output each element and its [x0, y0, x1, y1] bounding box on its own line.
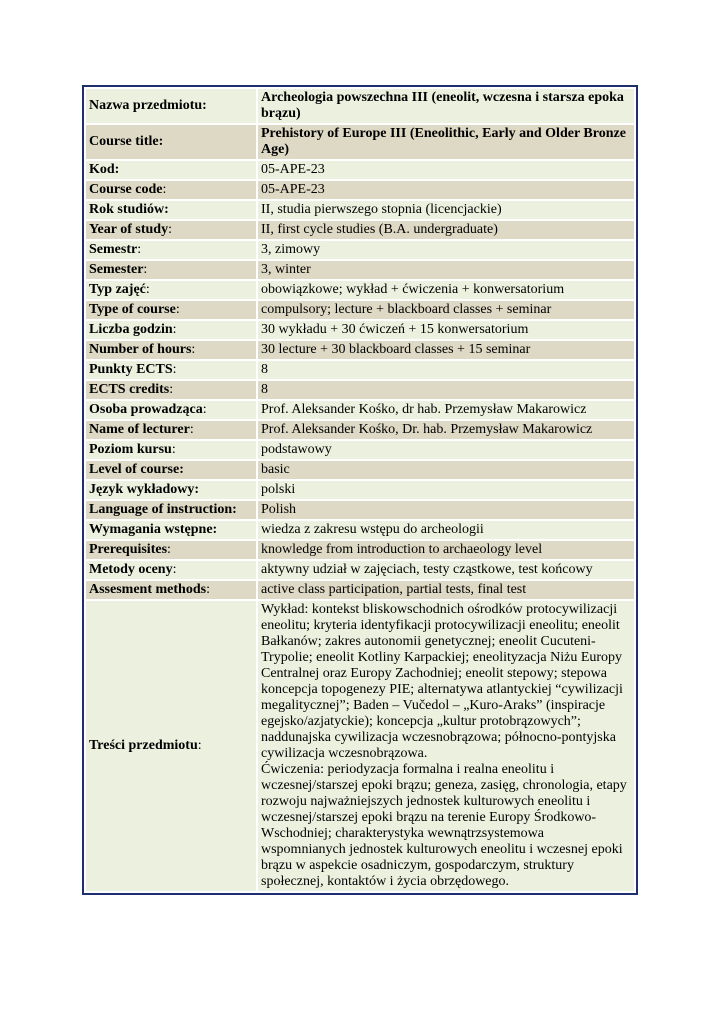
- row-label-text: ECTS credits: [89, 382, 170, 397]
- row-value: 05-APE-23: [258, 181, 634, 199]
- tresc-wyklad: Wykład: kontekst bliskowschodnich ośrodków protocywilizacji eneolitu; kryteria identyfikacji protocywilizacji eneolitu; eneolit Bałkanów; zakres autonomii genetycznej; eneolit Cucuteni-Trypolie; eneolit Kotliny Karpackiej; eneolityzacja Niżu Europy Centralnej oraz Europy Zachodniej; eneolit stepowy; stepowa koncepcja topogenezy PIE; alternatywa atlantyckiej “cywilizacji megalitycznej”; Baden – Vučedol – „Kuro-Araks” (inspiracje egejsko/azjatyckie); koncepcja „kultur protobrązowych”; naddunajska cywilizacja wczesnobrązowa; północno-pontyjska cywilizacja wczesnobrązowa.: [261, 602, 623, 761]
- row-label-suffix: :: [172, 562, 177, 577]
- row-label-text: Metody oceny: [89, 562, 173, 577]
- row-label: [86, 241, 256, 259]
- row-label-text: Kod:: [89, 162, 120, 177]
- tresc-value: [258, 601, 634, 891]
- row-label-suffix: :: [143, 262, 148, 277]
- row-label-text: Wymagania wstępne:: [89, 522, 218, 537]
- row-label-text: Typ zajęć: [89, 282, 146, 297]
- row-label: [86, 381, 256, 399]
- row-label-text: Prerequisites: [89, 542, 168, 557]
- table-row: [86, 301, 634, 319]
- tresc-label-suffix: :: [197, 738, 202, 753]
- table-row: [86, 401, 634, 419]
- table-row: [86, 541, 634, 559]
- row-label: [86, 161, 256, 179]
- row-label-suffix: :: [206, 582, 210, 597]
- row-value: compulsory; lecture + blackboard classes + seminar: [258, 301, 634, 319]
- table-row: [86, 125, 634, 159]
- table-row: [86, 341, 634, 359]
- row-label-suffix: :: [171, 442, 176, 457]
- row-label-text: Semestr: [89, 242, 138, 257]
- table-row: [86, 161, 634, 179]
- row-label-suffix: :: [172, 362, 177, 377]
- row-label: [86, 521, 256, 539]
- row-label-suffix: :: [169, 382, 174, 397]
- row-label-text: Name of lecturer: [89, 422, 190, 437]
- row-label: [86, 201, 256, 219]
- row-label-text: Liczba godzin: [89, 322, 173, 337]
- row-label: [86, 261, 256, 279]
- row-label: [86, 321, 256, 339]
- table-row: [86, 421, 634, 439]
- table-row: [86, 261, 634, 279]
- row-label: [86, 281, 256, 299]
- row-label: [86, 481, 256, 499]
- row-label-suffix: :: [137, 242, 142, 257]
- row-label-text: Nazwa przedmiotu:: [89, 98, 207, 113]
- row-label: [86, 561, 256, 579]
- row-label-suffix: :: [202, 402, 207, 417]
- row-label-text: Course title:: [89, 134, 164, 149]
- row-label: [86, 541, 256, 559]
- table-row: [86, 89, 634, 123]
- table-row: [86, 501, 634, 519]
- row-value: 8: [258, 381, 634, 399]
- row-label: [86, 221, 256, 239]
- row-value: active class participation, partial tests, final test: [258, 581, 634, 599]
- row-label-text: Assesment methods: [89, 582, 207, 597]
- row-value: aktywny udział w zajęciach, testy cząstkowe, test końcowy: [258, 561, 634, 579]
- tresc-cwiczenia: Ćwiczenia: periodyzacja formalna i realna eneolitu i wczesnej/starszej epoki brązu; geneza, zasięg, chronologia, etapy rozwoju najważniejszych jednostek kulturowych eneolitu i wczesnej/starszej epoki brązu na terenie Europy Środkowo-Wschodniej; charakterystyka wewnątrzsystemowa wspomnianych jednostek kulturowych eneolitu i wczesnej epoki brązu w aspekcie osadniczym, gospodarczym, struktury społecznej, kontaktów i życia obrzędowego.: [261, 762, 627, 889]
- tresc-label-text: Treści przedmiotu: [89, 738, 198, 753]
- row-value: knowledge from introduction to archaeology level: [258, 541, 634, 559]
- row-label-text: Poziom kursu: [89, 442, 172, 457]
- course-info-table: [82, 85, 638, 895]
- table-row: [86, 381, 634, 399]
- row-value: obowiązkowe; wykład + ćwiczenia + konwersatorium: [258, 281, 634, 299]
- table-row-tresc: [86, 601, 634, 891]
- row-value: basic: [258, 461, 634, 479]
- row-label: [86, 181, 256, 199]
- row-value: 30 lecture + 30 blackboard classes + 15 seminar: [258, 341, 634, 359]
- row-value: Prof. Aleksander Kośko, dr hab. Przemysław Makarowicz: [258, 401, 634, 419]
- table-row: [86, 281, 634, 299]
- row-label-suffix: :: [167, 542, 171, 557]
- row-label-text: Osoba prowadząca: [89, 402, 203, 417]
- row-label: [86, 89, 256, 123]
- row-value: 3, zimowy: [258, 241, 634, 259]
- row-value: Prof. Aleksander Kośko, Dr. hab. Przemysław Makarowicz: [258, 421, 634, 439]
- table-row: [86, 321, 634, 339]
- tresc-label: [86, 601, 256, 891]
- row-label: [86, 441, 256, 459]
- row-label-text: Punkty ECTS: [89, 362, 173, 377]
- row-label-text: Level of course:: [89, 462, 184, 477]
- row-value: polski: [258, 481, 634, 499]
- row-value: Archeologia powszechna III (eneolit, wczesna i starsza epoka brązu): [258, 89, 634, 123]
- row-label-text: Year of study: [89, 222, 169, 237]
- row-label-text: Semester: [89, 262, 144, 277]
- row-label-text: Type of course: [89, 302, 176, 317]
- row-value: wiedza z zakresu wstępu do archeologii: [258, 521, 634, 539]
- row-label: [86, 361, 256, 379]
- row-label: [86, 461, 256, 479]
- row-value: II, first cycle studies (B.A. undergraduate): [258, 221, 634, 239]
- row-value: 3, winter: [258, 261, 634, 279]
- row-value: 05-APE-23: [258, 161, 634, 179]
- table-row: [86, 361, 634, 379]
- table-row: [86, 521, 634, 539]
- table-row: [86, 201, 634, 219]
- table-row: [86, 181, 634, 199]
- row-label-suffix: :: [189, 422, 194, 437]
- row-value: 30 wykładu + 30 ćwiczeń + 15 konwersatorium: [258, 321, 634, 339]
- row-label: [86, 341, 256, 359]
- row-label-suffix: :: [162, 182, 167, 197]
- row-label-text: Język wykładowy:: [89, 482, 200, 497]
- row-value: 8: [258, 361, 634, 379]
- row-label: [86, 421, 256, 439]
- row-value: II, studia pierwszego stopnia (licencjackie): [258, 201, 634, 219]
- table-row: [86, 441, 634, 459]
- row-label: [86, 125, 256, 159]
- row-value: Polish: [258, 501, 634, 519]
- row-label: [86, 301, 256, 319]
- row-label: [86, 581, 256, 599]
- row-label-text: Language of instruction:: [89, 502, 237, 517]
- row-label-text: Number of hours: [89, 342, 192, 357]
- row-label-suffix: :: [168, 222, 172, 237]
- row-label-suffix: :: [175, 302, 180, 317]
- row-label-suffix: :: [145, 282, 150, 297]
- table-row: [86, 561, 634, 579]
- table-row: [86, 461, 634, 479]
- row-label-text: Course code: [89, 182, 163, 197]
- row-label-text: Rok studiów:: [89, 202, 169, 217]
- row-value: podstawowy: [258, 441, 634, 459]
- table-row: [86, 581, 634, 599]
- row-value: Prehistory of Europe III (Eneolithic, Early and Older Bronze Age): [258, 125, 634, 159]
- table-row: [86, 481, 634, 499]
- table-row: [86, 241, 634, 259]
- table-row: [86, 221, 634, 239]
- row-label-suffix: :: [172, 322, 177, 337]
- row-label: [86, 501, 256, 519]
- row-label: [86, 401, 256, 419]
- row-label-suffix: :: [191, 342, 196, 357]
